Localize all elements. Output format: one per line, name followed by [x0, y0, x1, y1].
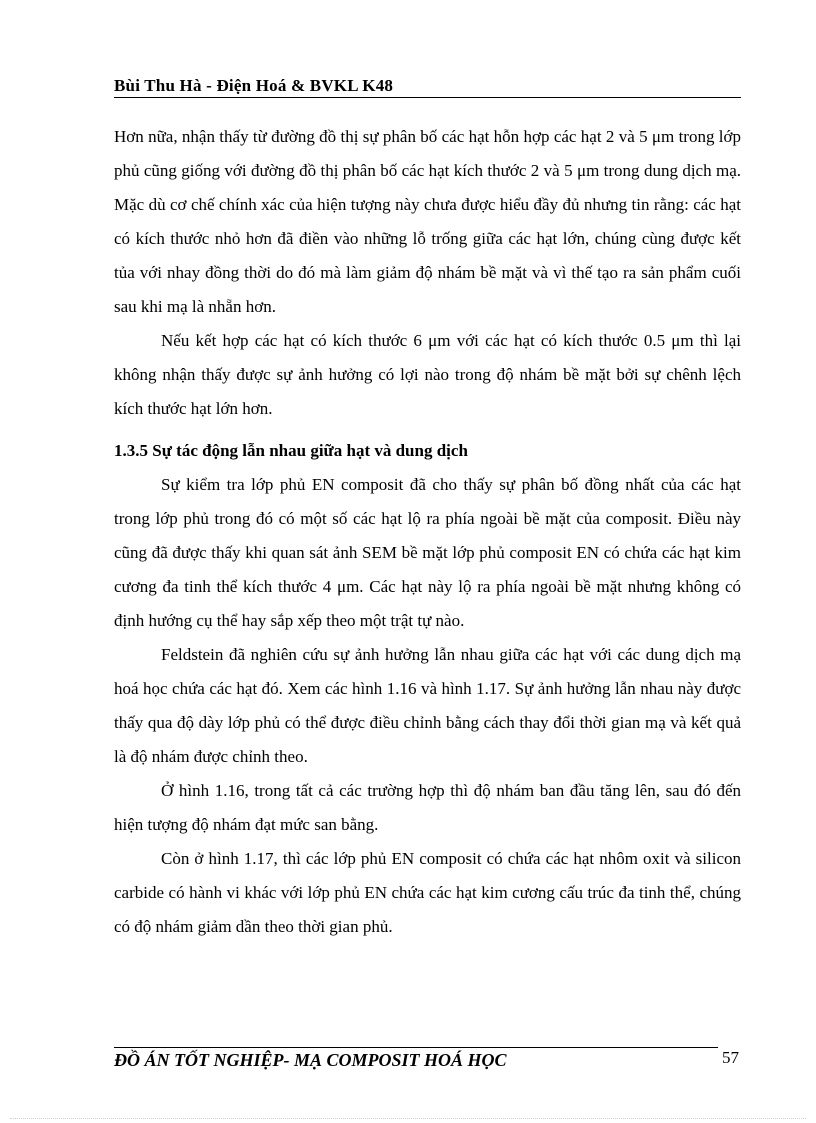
page-header: Bùi Thu Hà - Điện Hoá & BVKL K48	[114, 76, 394, 95]
header-divider	[114, 97, 741, 98]
paragraph-1: Hơn nữa, nhận thấy từ đường đồ thị sự phân bố các hạt hỗn hợp các hạt 2 và 5 μm trong lớp phủ cũng giống với đường đồ thị phân bố các hạt kích thước 2 và 5 μm trong dung dịch mạ. Mặc dù cơ chế chính xác của hiện tượng này chưa được hiểu đầy đủ nhưng tin rằng: các hạt có kích thước nhỏ hơn đã điền vào những lỗ trống giữa các hạt lớn, chúng cùng được kết tủa với nhay đồng thời do đó mà làm giảm độ nhám bề mặt và vì thế tạo ra sản phẩm cuối sau khi mạ là nhẵn hơn.	[114, 127, 741, 316]
paragraph-5: Ở hình 1.16, trong tất cả các trường hợp thì độ nhám ban đầu tăng lên, sau đó đến hiện tượng độ nhám đạt mức san bằng.	[114, 781, 741, 834]
paragraph-2: Nếu kết hợp các hạt có kích thước 6 μm với các hạt có kích thước 0.5 μm thì lại không nhận thấy được sự ảnh hưởng có lợi nào trong độ nhám bề mặt bởi sự chênh lệch kích thước hạt lớn hơn.	[114, 331, 741, 418]
paragraph-4: Feldstein đã nghiên cứu sự ảnh hưởng lẫn nhau giữa các hạt với các dung dịch mạ hoá học chứa các hạt đó. Xem các hình 1.16 và hình 1.17. Sự ảnh hưởng lẫn nhau này được thấy qua độ dày lớp phủ có thể được điều chỉnh bằng cách thay đổi thời gian mạ và kết quả là độ nhám được chỉnh theo.	[114, 645, 741, 766]
paragraph-3: Sự kiểm tra lớp phủ EN composit đã cho thấy sự phân bố đồng nhất của các hạt trong lớp phủ trong đó có một số các hạt lộ ra phía ngoài bề mặt của composit. Điều này cũng đã được thấy khi quan sát ảnh SEM bề mặt lớp phủ composit EN có chứa các hạt kim cương đa tinh thể kích thước 4 μm. Các hạt này lộ ra phía ngoài bề mặt nhưng không có định hướng cụ thể hay sắp xếp theo một trật tự nào.	[114, 475, 741, 630]
paragraph-6: Còn ở hình 1.17, thì các lớp phủ EN composit có chứa các hạt nhôm oxit và silicon carbide có hành vi khác với lớp phủ EN chứa các hạt kim cương cấu trúc đa tinh thể, chúng có độ nhám giảm dần theo thời gian phủ.	[114, 849, 741, 936]
page-number: 57	[722, 1048, 739, 1067]
page-bottom-border	[10, 1118, 806, 1119]
footer-title: ĐỒ ÁN TỐT NGHIỆP- MẠ COMPOSIT HOÁ HỌC	[114, 1050, 507, 1070]
body-text	[114, 120, 741, 944]
section-heading: 1.3.5 Sự tác động lẫn nhau giữa hạt và dung dịch	[114, 441, 468, 460]
footer-divider	[114, 1047, 718, 1048]
